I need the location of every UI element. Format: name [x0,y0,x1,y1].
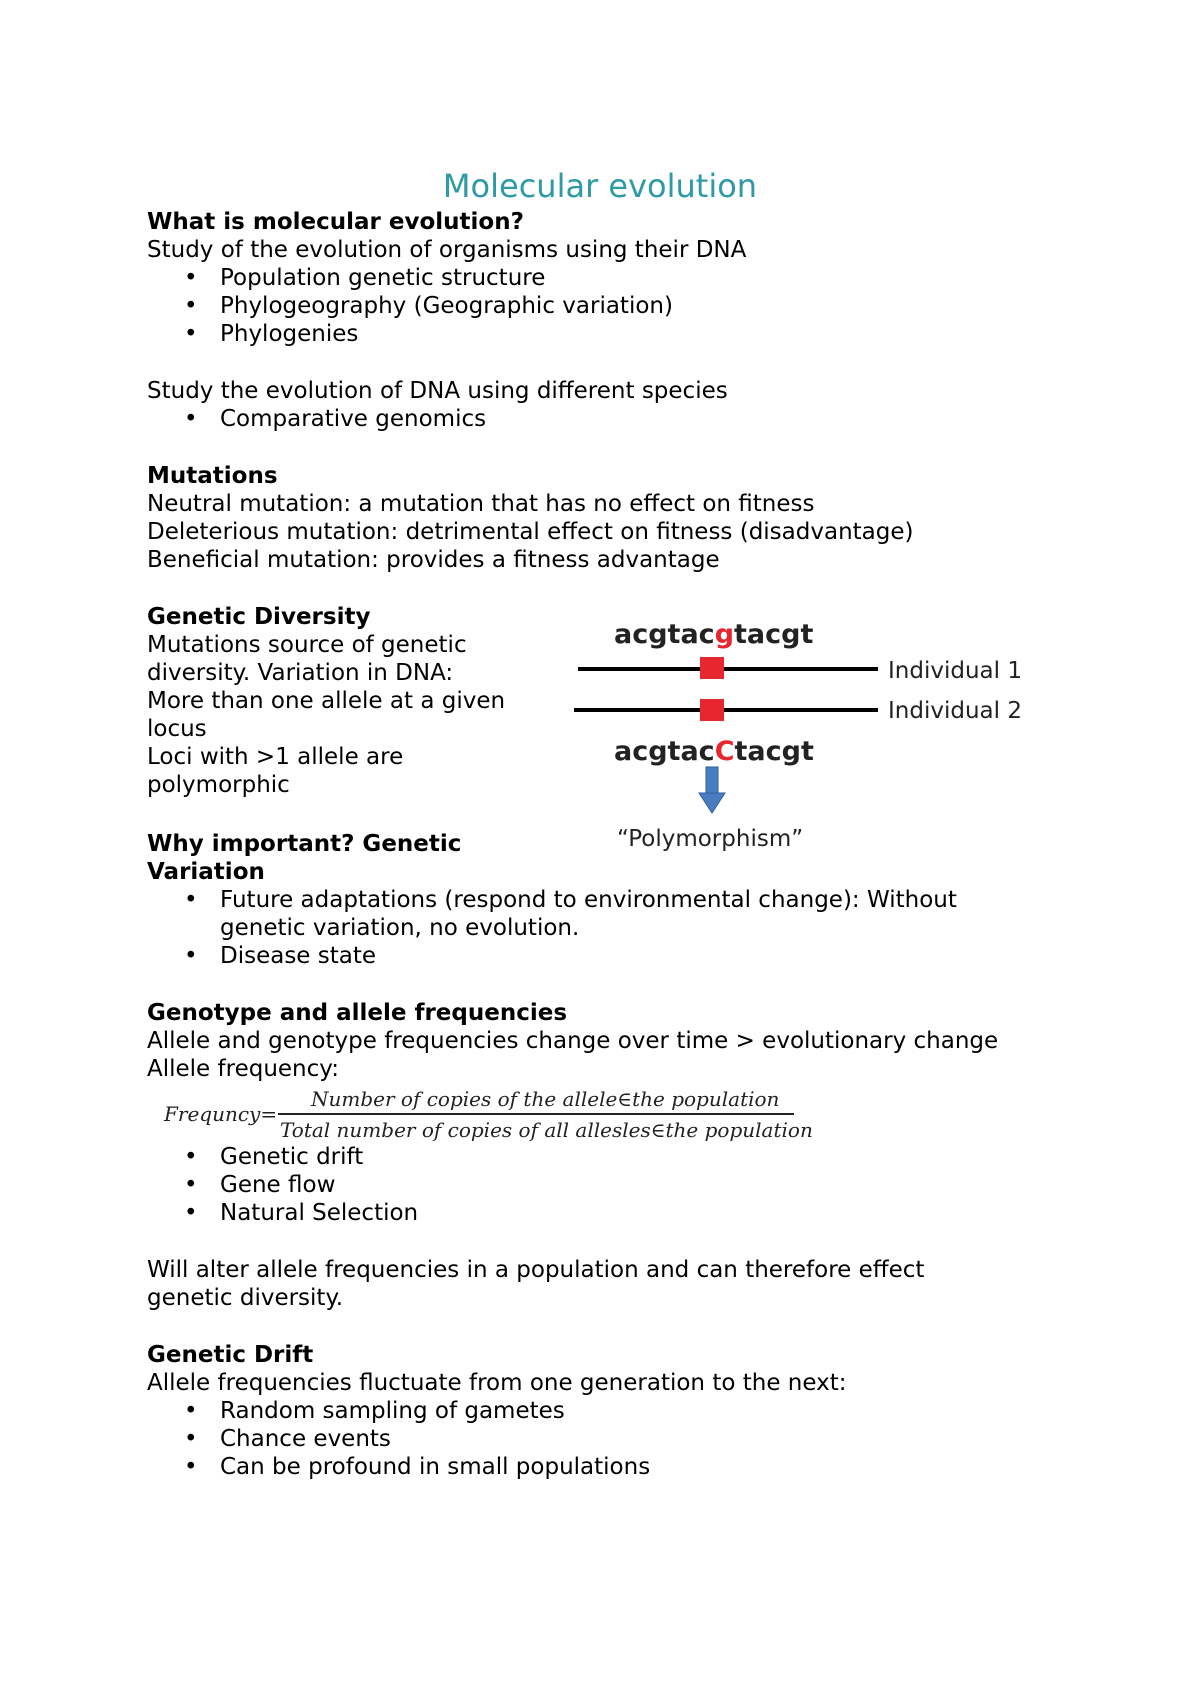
label-individual-1: Individual 1 [888,658,1022,684]
heading-genetic-drift: Genetic Drift [147,1342,314,1368]
text-diversity-1: Mutations source of genetic [147,632,467,658]
text-deleterious-mutation: Deleterious mutation: detrimental effect on fitness (disadvantage) [147,519,914,545]
document-page: Molecular evolution What is molecular evolution? Study of the evolution of organisms using their DNA • Population genetic structure • Phylogeography (Geographic variation) • Phylogenies Study the evolution of DNA using different species • Comparative genomics Mutations Neutral mutation: a mutation that has no effect on fitness Deleterious mutation: detrimental effect on fitness (disadvantage) Beneficial mutation: provides a fitness advantage Genetic Diversity Mutations source of genetic diversity. Variation in DNA: More than one allele at a given locus Loci with >1 allele are polymorphic acgtacgtacgt Individual 1 Individual 2 acgtacCtacgt “Polymorphism” Why important? Genetic Variation • Future adaptations (respond to environmental change): Without genetic variation, no evolution. • Disease state Genotype and allele frequencies Allele and genotype frequencies change over time > evolutionary change Allele frequency: Frequncy= Number of copies of the allele∈the population Total number of copies of all allesles∈the population • Genetic drift • Gene flow • Natural Selection Will alter allele frequencies in a population and can therefore effect genetic diversity. Genetic Drift Allele frequencies fluctuate from one generation to the next: • Random sampling of gametes • Chance events • Can be profound in small populations [0,0,1200,1698]
text-diversity-2: diversity. Variation in DNA: [147,660,454,686]
formula-denominator: Total number of copies of all allesles∈the population [280,1118,813,1142]
heading-genetic-diversity: Genetic Diversity [147,604,371,630]
text-allele-frequency: Allele frequency: [147,1056,339,1082]
formula-numerator: Number of copies of the allele∈the population [311,1087,780,1111]
text-beneficial-mutation: Beneficial mutation: provides a fitness advantage [147,547,720,573]
sequence-individual-1: acgtacgtacgt [614,619,814,650]
fraction-bar [278,1113,794,1115]
mutation-marker-2 [700,699,724,721]
text-study-dna: Study the evolution of DNA using different species [147,378,728,404]
formula-lhs: Frequncy= [164,1102,278,1126]
text-genetic-diversity: genetic diversity. [147,1285,344,1311]
down-arrow-icon [699,767,725,813]
text-study-organisms: Study of the evolution of organisms using their DNA [147,237,747,263]
label-polymorphism: “Polymorphism” [617,826,804,852]
heading-mutations: Mutations [147,463,278,489]
polymorphism-figure [560,610,1040,855]
text-diversity-3: More than one allele at a given [147,688,506,714]
text-will-alter: Will alter allele frequencies in a population and can therefore effect [147,1257,925,1283]
text-diversity-6: polymorphic [147,772,290,798]
text-diversity-5: Loci with >1 allele are [147,744,404,770]
heading-what-is-molecular-evolution: What is molecular evolution? [147,209,524,235]
mutation-marker-1 [700,657,724,679]
text-neutral-mutation: Neutral mutation: a mutation that has no effect on fitness [147,491,815,517]
text-diversity-4: locus [147,716,207,742]
text-frequencies-change: Allele and genotype frequencies change over time > evolutionary change [147,1028,999,1054]
text-allele-fluctuate: Allele frequencies fluctuate from one generation to the next: [147,1370,847,1396]
heading-genotype-allele-frequencies: Genotype and allele frequencies [147,1000,568,1026]
page-title: Molecular evolution [442,167,758,205]
list-item-continuation: genetic variation, no evolution. [220,915,580,941]
heading-why-important-2: Variation [147,859,265,885]
heading-why-important-1: Why important? Genetic [147,831,462,857]
label-individual-2: Individual 2 [888,698,1022,724]
sequence-individual-2: acgtacCtacgt [614,736,814,767]
